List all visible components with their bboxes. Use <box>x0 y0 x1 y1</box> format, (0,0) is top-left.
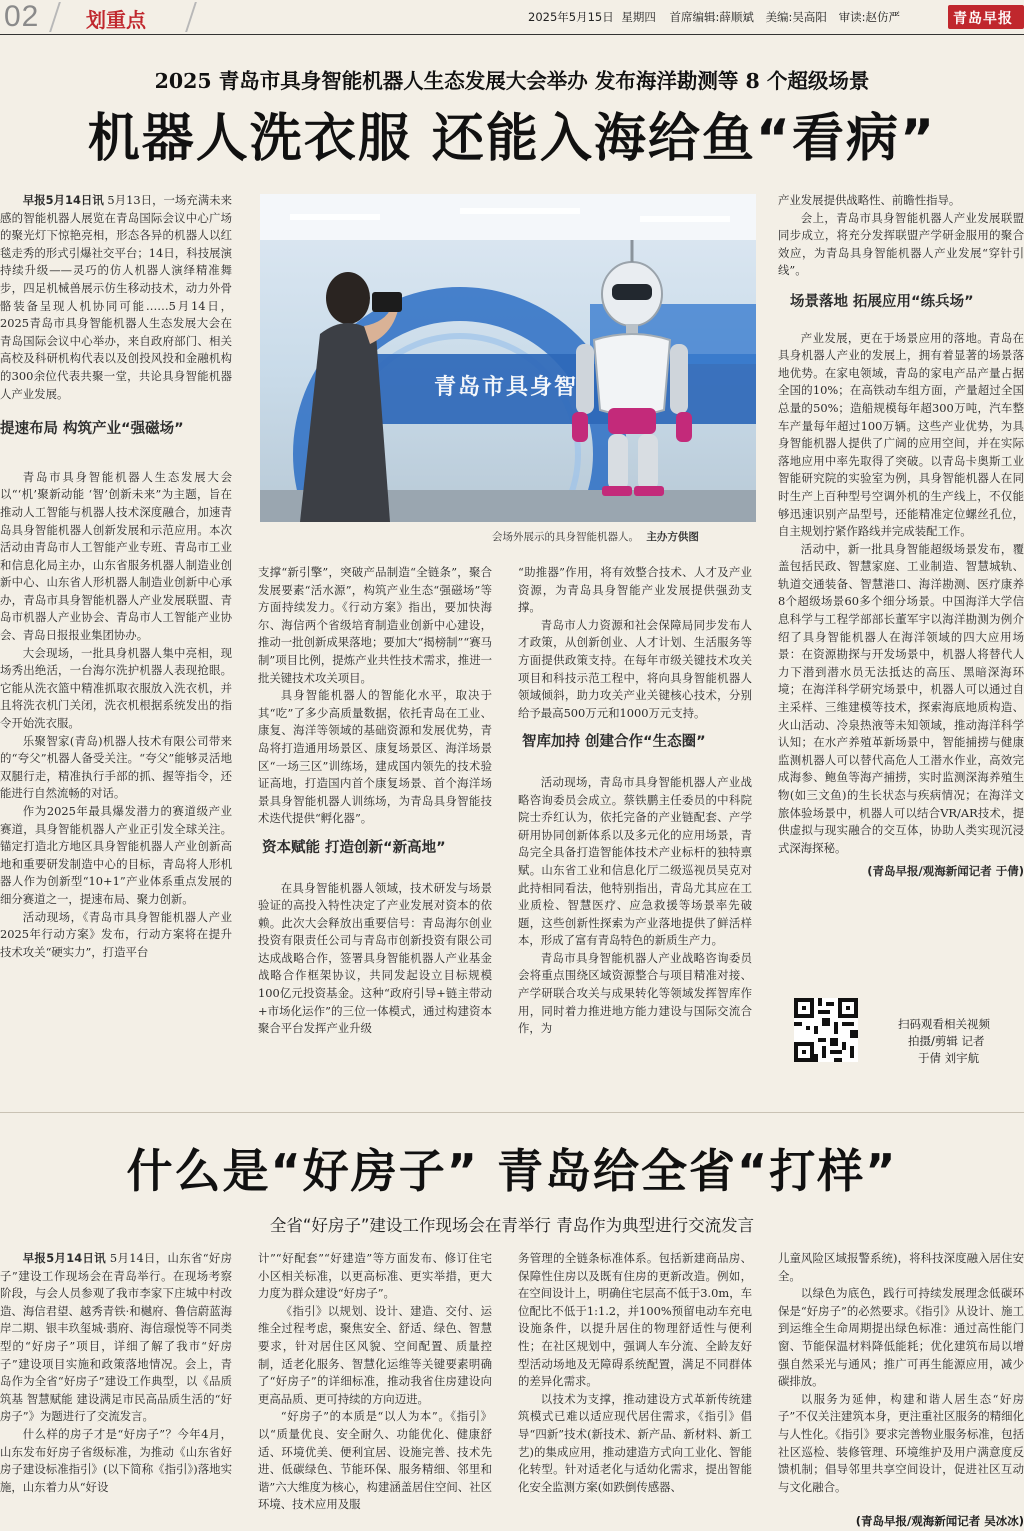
story2-c4-p3: 以服务为延伸，构建和谐人居生态“好房子”不仅关注建筑本身，更注重社区服务的精细化与人性化。《指引》要求完善物业服务标准，包括社区巡检、装修管理、环境维护及用户满意度反馈机制；倡导邻里共享空间设计，促进社区互动与文化融合。 <box>778 1391 1024 1494</box>
slash-divider <box>49 2 61 32</box>
story2-c2-p1: 计”“好配套”“好建造”等方面发布、修订住宅小区相关标准，以更高标准、更实举措，更大力度为群众建设“好房子”。 <box>258 1251 492 1301</box>
issue-weekday: 星期四 <box>621 10 656 24</box>
proofreader: 审读:赵仿严 <box>838 10 900 24</box>
qr-code-icon <box>794 998 858 1062</box>
qr-caption <box>898 1016 990 1067</box>
story1-c2-p3: 在具身智能机器人领域，技术研发与场景验证的高投入特性决定了产业发展对资本的依赖。此次大会释放出重要信号：青岛海尔创业投资有限责任公司与青岛市创新投资有限公司达成战略合作，签署具身智能机器人产业基金战略合作框架协议，共同发起设立目标规模100亿元投资基金。这种“政府引导+链主带动+市场化运作”的三位一体模式，通过构建资本聚合平台发挥产业升级 <box>258 880 492 1036</box>
story2-c2-p2: 《指引》以规划、设计、建造、交付、运维全过程考虑，聚焦安全、舒适、绿色、智慧要求，针对居住区风貌、空间配置、质量控制，适老化服务、智慧化运维等关键要素明确了“好房子”的详细标准，推动我省住房建设向更高品质、更可持续的方向迈进。 <box>258 1303 492 1406</box>
story2-column-3 <box>518 1250 752 1531</box>
story1-c2-p2: 具身智能机器人的智能化水平，取决于其“吃”了多少高质量数据，依托青岛在工业、康复、海洋等领域的基础资源和发展优势，青岛将打造通用场景区、康复场景区、海洋场景区“一场三区”训练场，建成国内领先的技术验证高地，打造国内首个康复场景、首个海洋场景具身智能机器人训练场，为青岛具身智能技术迭代提供“孵化器”。 <box>258 688 492 826</box>
story1-kicker: 2025 青岛市具身智能机器人生态发展大会举办 发布海洋勘测等 8 个超级场景 <box>154 69 870 93</box>
story1-dateline: 早报5月14日讯 <box>22 193 104 207</box>
story1-c3-p2: 青岛市人力资源和社会保障局同步发布人才政策，从创新创业、人才计划、生活服务等方面提供政策支持。在每年市级关键技术攻关项目和科技示范工程中，将向具身智能机器人领域倾斜，助力攻关产业关键核心技术，分别给予最高500万元和1000万元支持。 <box>518 617 752 720</box>
story2-column-2 <box>258 1250 492 1531</box>
subhead-strong-magnet: 提速布局 构筑产业“强磁场” <box>0 421 184 438</box>
slash-divider <box>185 2 197 32</box>
photo-banner-text: 青岛市具身智 <box>434 375 579 400</box>
qr-caption-line3: 于倩 刘宇航 <box>918 1051 980 1065</box>
art-editor: 美编:吴高阳 <box>765 10 827 24</box>
qr-caption-line2: 拍摄/剪辑 记者 <box>908 1034 985 1048</box>
story1-column-1 <box>0 192 232 1092</box>
page-header <box>0 0 1024 36</box>
story2-c3-p2: 以技术为支撑，推动建设方式革新传统建筑模式已难以适应现代居住需求，《指引》倡导“四新”技术(新技术、新产品、新材料、新工艺)的集成应用，推动建造方式向工业化、智能化转型。针对适老化与适幼化需求，提出智能化安全监测方案(如跌倒传感器、 <box>518 1391 752 1494</box>
story2-column-1 <box>0 1250 232 1531</box>
subhead-scenario: 场景落地 拓展应用“练兵场” <box>790 293 974 310</box>
story2-c3-p1: 务管理的全链条标准体系。包括新建商品房、保障性住房以及既有住房的更新改造。例如，在空间设计上，明确住宅层高不低于3.0m，车位配比不低于1:1.2，并100%预留电动车充电设施条件，以提升居住的物理舒适性与便利性；在社区规划中，强调人车分流、全龄友好型活动场地及无障碍系统配置，满足不同群体的差异化需求。 <box>518 1251 752 1389</box>
story2-byline: (青岛早报/观海新闻记者 吴冰冰) <box>778 1513 1024 1529</box>
story2-headline: 什么是“好房子” 青岛给全省“打样” <box>126 1144 898 1198</box>
story1-byline: (青岛早报/观海新闻记者 于倩) <box>867 864 1024 879</box>
story1-c1-p1: 5月13日，一场充满未来感的智能机器人展览在青岛国际会议中心广场的聚光灯下惊艳亮相，形态各异的机器人以红毯走秀的形式引爆社交平台；14日，科技展演持续升级——灵巧的仿人机器人演绎精准舞步，四足机械兽展示仿生移动技术，动力外骨骼装备呈现人机协同可能……5月14日，2025青岛市具身智能机器人生态发展大会在青岛国际会议中心举办，来自政府部门、相关高校及科研机构代表以及创投风投和金融机构的300余位代表共聚一堂，共论具身智能机器人产业发展。 <box>0 193 232 401</box>
story2-c4-p1: 儿童风险区域报警系统)，将科技深度融入居住安全。 <box>778 1251 1024 1283</box>
story1-c3-p1: “助推器”作用，将有效整合技术、人才及产业资源，为青岛具身智能产业发展提供强劲支撑。 <box>518 565 752 615</box>
story2-column-4 <box>778 1250 1024 1531</box>
qr-caption-line1: 扫码观看相关视频 <box>898 1017 990 1031</box>
masthead-logo <box>948 5 1024 29</box>
story1-c4-p4: 活动中，新一批具身智能超级场景发布，覆盖包括民政、智慧家庭、工业制造、智慧城轨、轨道交通装备、智慧港口、海洋勘测、医疗康养8个超级场景60多个细分场景。中国海洋大学信息科学与工程学部部长董军宇以海洋勘测为例介绍了具身智能机器人在海洋领域的四大应用场景：在资源勘探与开发场景中，机器人将替代人力下潜到潜水员无法抵达的高压、黑暗深海环境；在海洋科学研究场景中，机器人可以通过自主采样、三维建模等技术，探索海底地质构造、火山活动、冷泉热液等未知领域，推动海洋科学认知；在水产养殖革新场景中，智能捕捞与健康监测机器人可以替代高危人工潜水作业，高效完成海参、鲍鱼等海产捕捞，实时监测深海养殖生物(如三文鱼)的生长状态与疾病情况；在海洋文旅体验场景中，机器人可以结合VR/AR技术，提供虚拟与现实融合的交互体，协助人类实现沉浸式深海探秘。 <box>778 541 1024 855</box>
story2-dateline: 早报5月14日讯 <box>22 1251 106 1265</box>
page-number: 02 <box>4 0 40 33</box>
expo-scene-illustration <box>260 194 756 522</box>
story1-c4-p2: 会上，青岛市具身智能机器人产业发展联盟同步成立，将充分发挥联盟产学研金服用的聚合效应，为青岛具身智能机器人产业发展“穿针引线”。 <box>778 210 1024 278</box>
story1-c3-p4: 青岛市具身智能机器人产业战略咨询委员会将重点围绕区域资源整合与项目精准对接、产学研联合攻关与成果转化等领域发挥智库作用，同时着力推进地方能力建设与国际交流合作，为 <box>518 950 752 1036</box>
story-divider <box>0 1112 1024 1113</box>
story2-c4-p2: 以绿色为底色，践行可持续发展理念低碳环保是“好房子”的必然要求。《指引》从设计、施工到运维全生命周期提出绿色标准：通过高性能门窗、节能保温材料降低能耗；优化建筑布局以增强自然采光与通风；推广可再生能源应用，减少碳排放。 <box>778 1286 1024 1389</box>
header-rule <box>0 34 1024 35</box>
story2-c2-p3: “好房子”的本质是“以人为本”。《指引》以“质量优良、安全耐久、功能优化、健康舒适、环境优美、便利宜居、设施完善、技术先进、低碳绿色、节能环保、服务精细、邻里和谐”六大维度为核心，构建涵盖居住空间、社区环境、技术应用及服 <box>258 1409 492 1512</box>
story2-c1-p2: 什么样的房子才是“好房子”？今年4月，山东发布好房子省级标准，为推动《山东省好房子建设标准指引》(以下简称《指引》)落地实施，山东着力从“好设 <box>0 1426 232 1494</box>
issue-date: 2025年5月15日 <box>528 10 614 24</box>
video-qr-code[interactable] <box>794 998 858 1062</box>
photo-credit: 主办方供图 <box>646 531 699 543</box>
story1-column-4 <box>778 192 1024 972</box>
story2-subheadline: 全省“好房子”建设工作现场会在青举行 青岛作为典型进行交流发言 <box>269 1216 755 1235</box>
chief-editor: 首席编辑:薛顺斌 <box>669 10 754 24</box>
story1-c1-p6: 活动现场，《青岛市具身智能机器人产业2025年行动方案》发布，行动方案将在提升技术攻关“硬实力”，打造平台 <box>0 909 232 959</box>
subhead-capital: 资本赋能 打造创新“新高地” <box>262 839 446 856</box>
photo-caption <box>492 529 699 544</box>
photo-caption-text: 会场外展示的具身智能机器人。 <box>492 531 639 543</box>
subhead-think-tank: 智库加持 创建合作“生态圈” <box>522 734 706 751</box>
story1-c1-p3: 大会现场，一批具身机器人集中亮相，现场秀出绝活，一台海尔洗护机器人表现抢眼。它能从洗衣篮中精准抓取衣服放入洗衣机，并且将洗衣机门关闭，洗衣机根据系统发出的指令开始洗衣服。 <box>0 645 232 731</box>
masthead-text: 青岛早报 <box>953 11 1013 27</box>
story1-photo <box>260 194 756 522</box>
section-title: 划重点 <box>86 8 146 32</box>
story1-c3-p3: 活动现场，青岛市具身智能机器人产业战略咨询委员会成立。蔡铁鹏主任委员的中科院院士乔红认为，依托完备的产业链配套、产学研用协同创新体系以及多元化的应用场景，青岛完全具备打造智能体技术产业标杆的独特禀赋。山东省工业和信息化厅二级巡视员吴克对此持相同看法，他特别指出，青岛尤其应在工业质检、智慧医疗、应急救援等场景率先破题，这些创新性探索为产业落地提供了鲜活样本，形成了富有青岛特色的新质生产力。 <box>518 774 752 948</box>
story2-c1-p1: 5月14日，山东省“好房子”建设工作现场会在青岛举行。在现场考察阶段，与会人员参观了我市李家下庄城中村改造、海信君望、越秀青铁·和樾府、鲁信蔚蓝海岸二期、银丰玖玺城·翡府、海信璟悦等不同类型的“好房子”项目，详细了解了我市“好房子”建设项目实施和政策落地情况。会上，青岛作为全省“好房子”建设工作典型，以《品质筑基 智慧赋能 建设满足市民高品质生活的“好房子”》为题进行了交流发言。 <box>0 1251 232 1424</box>
header-meta <box>528 9 900 25</box>
story1-column-2 <box>258 564 492 1092</box>
story1-column-3 <box>518 564 752 1092</box>
story1-c2-p1: 支撑“新引擎”，突破产品制造“全链条”，聚合发展要素“活水源”，构筑产业生态“强磁场”等方面持续发力。《行动方案》指出，要加快海尔、海信两个省级培育制造业创新中心建设，推动一批创新成果落地；要加大“揭榜制”“赛马制”项目比例，提炼产业共性技术需求，推进一批关键技术攻关项目。 <box>258 565 492 685</box>
story1-c1-p2: 青岛市具身智能机器人生态发展大会以“‘机’聚新动能 ‘智’创新未来”为主题，旨在推动人工智能与机器人技术深度融合，加速青岛具身智能机器人创新发展和示范应用。本次活动由青岛市人工智能产业专班、青岛市工业和信息化局主办，山东省服务机器人制造业创新中心、山东省人形机器人制造业创新中心承办，青岛市具身智能机器人产业发展联盟、青岛市机器人产业协会、青岛市人工智能产业协会、青岛日报报业集团协办。 <box>0 469 232 643</box>
story1-c1-p4: 乐聚智家(青岛)机器人技术有限公司带来的“夸父”机器人备受关注。“夸父”能够灵活地双腿行走，精准执行手部的抓、握等指令，还能进行自然流畅的对话。 <box>0 733 232 801</box>
story1-c4-p3: 产业发展，更在于场景应用的落地。青岛在具身机器人产业的发展上，拥有着显著的场景落地优势。在家电领域，青岛的家电产品产量占据全国的10%；在高铁动车组方面，产量超过全国总量的50%；造船规模每年超300万吨，汽车整车产量每年超过100万辆。这些产业优势，为具身智能机器人提供了广阔的应用空间，并在实际落地应用中率先取得了突破。以青岛卡奥斯工业智能研究院的实验室为例，具身智能机器人在同时生产上百种型号空调外机的生产线上，不仅能够迅速识别产品型号，还能精准定位螺丝孔位，自主规划拧紧作路线并完成装配工作。 <box>778 330 1024 539</box>
story1-c1-p5: 作为2025年最具爆发潜力的赛道级产业赛道，具身智能机器人产业正引发全球关注。锚定打造北方地区具身智能机器人产业创新高地和重要研发制造中心的目标，青岛将人形机器人作为创新型“10+1”产业体系重点发展的细分赛道之一，提速布局、聚力创新。 <box>0 804 232 906</box>
story1-c4-p1: 产业发展提供战略性、前瞻性指导。 <box>778 193 961 207</box>
story1-headline: 机器人洗衣服 还能入海给鱼“看病” <box>87 109 937 169</box>
